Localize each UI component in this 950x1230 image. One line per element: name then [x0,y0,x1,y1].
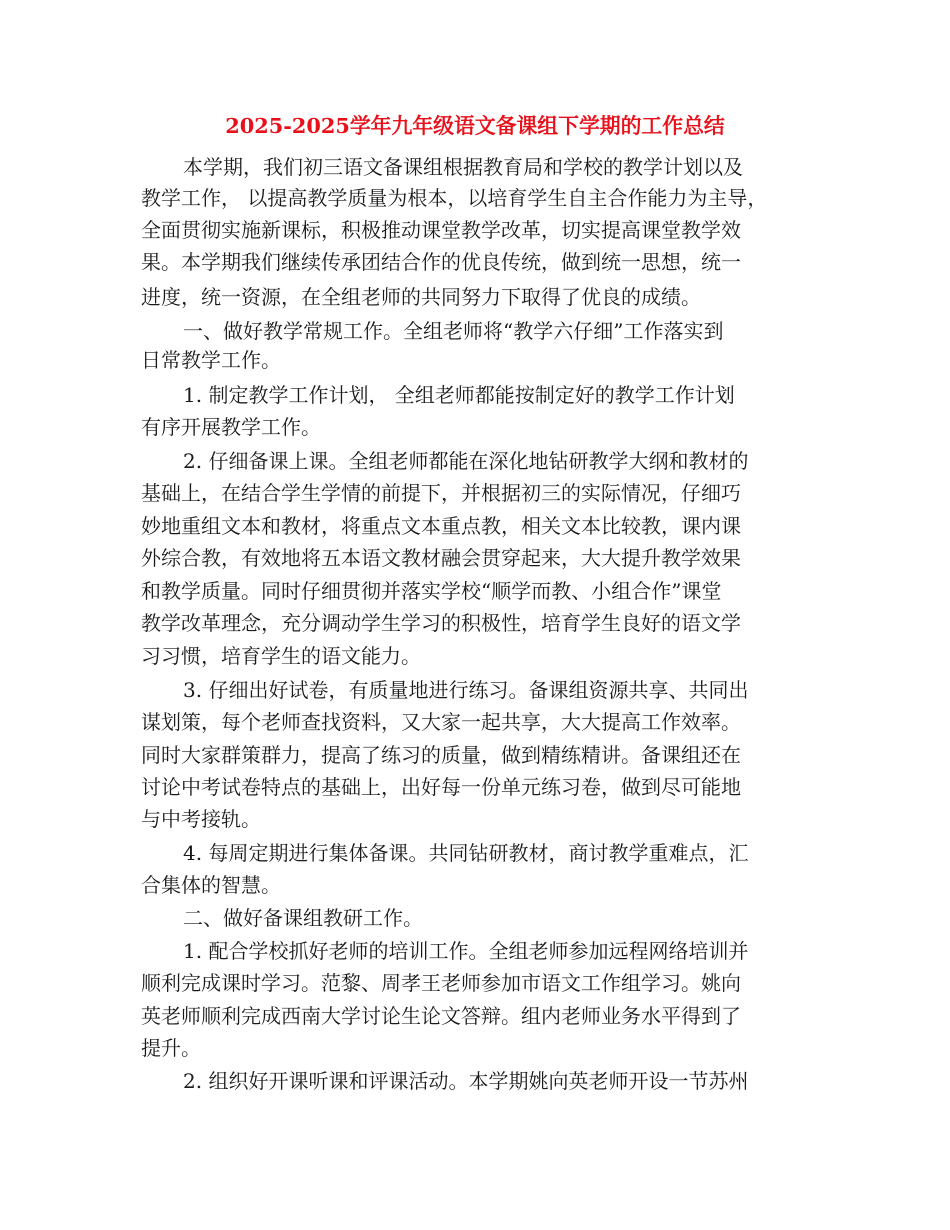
paragraph-line: 合集体的智慧。 [141,873,281,897]
paragraph-line: 教学工作， 以提高教学质量为根本，以培育学生自主合作能力为主导， [141,186,768,210]
paragraph-line: 3. 仔细出好试卷，有质量地进行练习。备课组资源共享、共同出 [183,678,749,702]
paragraph-line: 提升。 [141,1036,201,1060]
paragraph-line: 有序开展教学工作。 [141,415,321,439]
section-heading-1: 一、做好教学常规工作。全组老师将“教学六仔细”工作落实到 [183,319,724,343]
paragraph-line: 和教学质量。同时仔细贯彻并落实学校“顺学而教、小组合作”课堂 [141,579,722,603]
paragraph-line: 1. 配合学校抓好老师的培训工作。全组老师参加远程网络培训并 [183,939,749,963]
paragraph-line: 妙地重组文本和教材，将重点文本重点教，相关文本比较教，课内课 [141,514,741,538]
paragraph-line: 教学改革理念，充分调动学生学习的积极性，培育学生良好的语文学 [141,611,741,635]
paragraph-line: 同时大家群策群力，提高了练习的质量，做到精练精讲。备课组还在 [141,743,741,767]
paragraph-line: 进度，统一资源，在全组老师的共同努力下取得了优良的成绩。 [141,285,701,309]
section-heading-2: 二、做好备课组教研工作。 [183,906,423,930]
document-title: 2025-2025学年九年级语文备课组下学期的工作总结 [225,113,725,138]
paragraph-line: 习习惯，培育学生的语文能力。 [141,644,421,668]
paragraph-line: 2. 组织好开课听课和评课活动。本学期姚向英老师开设一节苏州 [183,1069,749,1093]
paragraph-line: 基础上，在结合学生学情的前提下，并根据初三的实际情况，仔细巧 [141,481,741,505]
paragraph-line: 果。本学期我们继续传承团结合作的优良传统，做到统一思想，统一 [141,250,741,274]
paragraph-line: 本学期，我们初三语文备课组根据教育局和学校的教学计划以及 [183,155,743,179]
paragraph-line: 谋划策，每个老师查找资料，又大家一起共享，大大提高工作效率。 [141,710,741,734]
paragraph-line: 1. 制定教学工作计划， 全组老师都能按制定好的教学工作计划 [183,383,735,407]
paragraph-line: 外综合教，有效地将五本语文教材融会贯穿起来，大大提升教学效果 [141,546,741,570]
paragraph-line: 英老师顺利完成西南大学讨论生论文答辩。组内老师业务水平得到了 [141,1004,741,1028]
paragraph-line: 全面贯彻实施新课标，积极推动课堂教学改革，切实提高课堂教学效 [141,218,741,242]
paragraph-line: 日常教学工作。 [141,348,281,372]
paragraph-line: 顺利完成课时学习。范黎、周孝王老师参加市语文工作组学习。姚向 [141,971,741,995]
paragraph-line: 4. 每周定期进行集体备课。共同钻研教材，商讨教学重难点，汇 [183,841,749,865]
paragraph-line: 讨论中考试卷特点的基础上，出好每一份单元练习卷，做到尽可能地 [141,775,741,799]
paragraph-line: 2. 仔细备课上课。全组老师都能在深化地钻研教学大纲和教材的 [183,449,749,473]
paragraph-line: 与中考接轨。 [141,807,261,831]
